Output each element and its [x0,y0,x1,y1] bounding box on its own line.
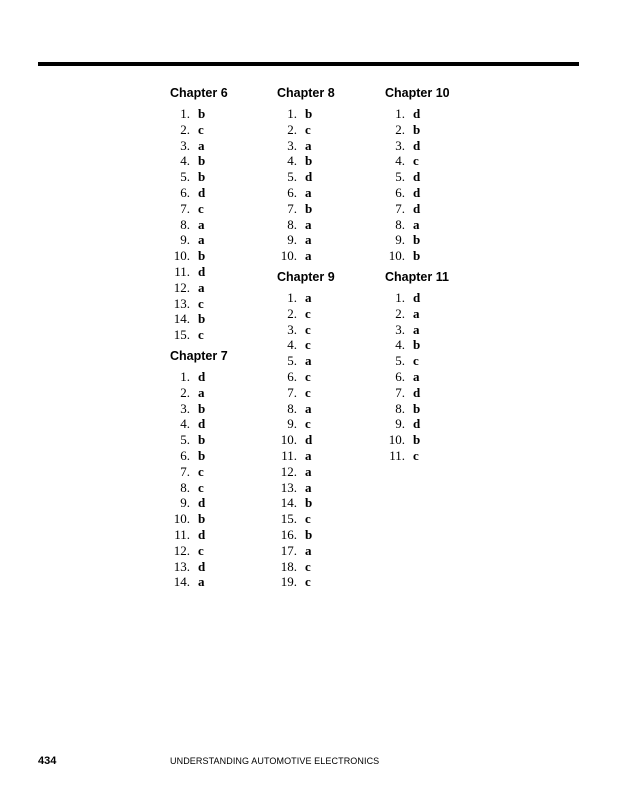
question-number: 8. [287,400,297,416]
answer-item [385,401,485,417]
question-number: 14. [280,495,297,511]
chapter-section [385,268,485,464]
question-number: 1. [395,289,405,305]
answer-item [385,138,485,154]
answer-item [170,480,270,496]
answer-item [385,248,485,264]
question-number: 4. [287,337,297,353]
chapter-heading: Chapter 7 [170,348,228,363]
question-number: 2. [180,384,190,400]
answer-letter: a [305,184,312,200]
question-number: 5. [180,432,190,448]
answer-letter: d [198,263,206,279]
answer-letter: d [198,495,206,511]
answer-list [170,369,270,590]
answer-letter: d [413,200,421,216]
answer-letter: b [198,248,206,264]
answer-letter: a [305,289,312,305]
question-number: 1. [287,106,297,121]
answer-list [170,106,270,343]
answer-item [170,248,270,264]
question-number: 4. [180,153,190,169]
answer-item [385,337,485,353]
question-number: 4. [395,153,405,169]
question-number: 7. [180,200,190,216]
answer-letter: d [198,416,206,432]
page-number: 434 [38,755,57,767]
answer-letter: c [198,542,204,558]
answer-item [385,306,485,322]
answer-item [170,464,270,480]
question-number: 5. [287,353,297,369]
question-number: 13. [280,479,297,495]
answer-letter: a [305,400,312,416]
chapter-heading: Chapter 10 [385,86,450,100]
question-number: 2. [395,305,405,321]
answer-item [277,416,377,432]
question-number: 1. [287,289,297,305]
question-number: 6. [395,368,405,384]
answer-item [170,401,270,417]
question-number: 6. [395,184,405,200]
question-number: 9. [287,232,297,248]
answer-item [277,527,377,543]
answer-letter: c [305,574,311,590]
question-number: 19. [280,574,297,590]
answer-item [277,217,377,233]
answer-letter: b [413,248,421,264]
answer-letter: a [305,447,312,463]
answer-item [170,153,270,169]
answer-item [385,217,485,233]
question-number: 6. [180,184,190,200]
answer-item [277,574,377,590]
answer-letter: c [305,416,311,432]
answer-item [277,322,377,338]
question-number: 2. [180,121,190,137]
answer-item [277,122,377,138]
answer-item [277,185,377,201]
answer-item [170,138,270,154]
answer-item [170,232,270,248]
answer-letter: d [413,289,421,305]
answer-item [277,290,377,306]
question-number: 10. [173,248,190,264]
question-number: 7. [395,200,405,216]
question-number: 4. [180,416,190,432]
question-number: 10. [388,432,405,448]
question-number: 11. [174,526,190,542]
question-number: 15. [280,511,297,527]
answer-letter: b [198,511,206,527]
answer-letter: b [198,106,206,121]
answer-letter: a [305,463,312,479]
question-number: 10. [280,432,297,448]
answer-item [277,232,377,248]
question-number: 14. [173,311,190,327]
answer-list [277,290,377,590]
question-number: 6. [287,368,297,384]
answer-letter: a [305,248,312,264]
answer-letter: b [413,400,421,416]
answer-letter: d [413,137,421,153]
answer-letter: d [198,558,206,574]
answer-item [385,169,485,185]
answer-item [277,511,377,527]
question-number: 3. [287,321,297,337]
answer-letter: c [198,295,204,311]
answer-letter: a [305,232,312,248]
chapter-heading: Chapter 8 [277,86,335,100]
question-number: 8. [395,216,405,232]
answer-letter: d [198,184,206,200]
question-number: 7. [287,200,297,216]
question-number: 13. [173,558,190,574]
answer-letter: a [198,279,205,295]
answer-letter: b [305,526,313,542]
answer-letter: b [198,432,206,448]
answer-item [277,480,377,496]
question-number: 11. [174,263,190,279]
answer-letter: a [305,353,312,369]
answer-letter: b [305,153,313,169]
question-number: 3. [287,137,297,153]
question-number: 5. [395,353,405,369]
question-number: 9. [180,495,190,511]
question-number: 3. [180,137,190,153]
running-footer-title: UNDERSTANDING AUTOMOTIVE ELECTRONICS [170,756,380,766]
question-number: 16. [280,526,297,542]
question-number: 18. [280,558,297,574]
answer-item [170,385,270,401]
question-number: 10. [388,248,405,264]
chapter-heading: Chapter 9 [277,269,335,284]
answer-item [277,432,377,448]
answer-letter: b [413,121,421,137]
question-number: 8. [180,216,190,232]
chapter-section [170,347,270,590]
answer-letter: a [305,216,312,232]
answer-letter: b [305,106,313,121]
answer-letter: d [413,106,421,121]
answer-item [385,290,485,306]
question-number: 3. [395,137,405,153]
question-number: 8. [287,216,297,232]
answer-letter: a [305,542,312,558]
answer-item [385,153,485,169]
answer-letter: a [198,137,205,153]
answer-letter: b [198,447,206,463]
question-number: 9. [395,416,405,432]
answer-letter: c [198,200,204,216]
answer-letter: d [413,169,421,185]
chapter-heading: Chapter 11 [385,269,449,284]
question-number: 13. [173,295,190,311]
answer-list [385,106,485,264]
answer-letter: c [198,327,204,343]
question-number: 12. [173,542,190,558]
answer-item [170,280,270,296]
answer-letter: a [305,137,312,153]
answer-item [385,185,485,201]
answer-letter: b [413,232,421,248]
answer-item [385,369,485,385]
question-number: 8. [395,400,405,416]
answer-item [170,106,270,122]
answer-letter: c [305,558,311,574]
answer-letter: c [198,121,204,137]
answer-item [170,296,270,312]
answer-item [385,201,485,217]
answer-letter: a [413,216,420,232]
answer-item [385,416,485,432]
question-number: 12. [280,463,297,479]
answer-item [170,311,270,327]
answer-item [385,122,485,138]
answer-letter: d [413,384,421,400]
answer-letter: a [198,384,205,400]
answer-item [277,369,377,385]
question-number: 10. [280,248,297,264]
chapter-section [385,84,485,264]
question-number: 2. [287,305,297,321]
answer-letter: c [305,305,311,321]
answer-column-2 [277,84,377,590]
answer-letter: c [198,463,204,479]
question-number: 3. [180,400,190,416]
answer-item [277,248,377,264]
answer-item [170,559,270,575]
question-number: 7. [395,384,405,400]
answer-letter: c [305,337,311,353]
answer-letter: c [305,384,311,400]
answer-item [385,353,485,369]
question-number: 2. [395,121,405,137]
question-number: 7. [180,463,190,479]
answer-item [170,169,270,185]
answer-item [277,559,377,575]
answer-item [277,153,377,169]
answer-item [170,495,270,511]
answer-letter: c [305,121,311,137]
answer-item [385,432,485,448]
answer-column-3 [385,84,485,464]
answer-column-1 [170,84,270,590]
question-number: 8. [180,479,190,495]
question-number: 5. [180,169,190,185]
answer-letter: d [305,432,313,448]
answer-letter: c [413,353,419,369]
answer-letter: b [198,153,206,169]
answer-list [385,290,485,464]
answer-item [277,401,377,417]
question-number: 3. [395,321,405,337]
answer-item [277,306,377,322]
answer-item [170,122,270,138]
answer-letter: a [413,321,420,337]
answer-item [170,416,270,432]
chapter-section [277,84,377,264]
answer-item [170,185,270,201]
answer-item [170,574,270,590]
question-number: 1. [395,106,405,121]
answer-letter: a [198,574,205,590]
answer-item [170,327,270,343]
answer-item [170,448,270,464]
answer-item [277,464,377,480]
question-number: 4. [395,337,405,353]
answer-item [170,201,270,217]
answer-item [385,232,485,248]
question-number: 12. [173,279,190,295]
question-number: 10. [173,511,190,527]
answer-letter: a [198,216,205,232]
answer-letter: d [305,169,313,185]
answer-letter: d [413,184,421,200]
answer-item [385,106,485,122]
question-number: 5. [287,169,297,185]
question-number: 15. [173,327,190,343]
question-number: 9. [287,416,297,432]
answer-letter: c [413,447,419,463]
question-number: 6. [180,447,190,463]
question-number: 7. [287,384,297,400]
answer-item [277,385,377,401]
answer-item [277,138,377,154]
answer-item [277,448,377,464]
question-number: 9. [180,232,190,248]
answer-letter: d [413,416,421,432]
answer-letter: b [305,200,313,216]
answer-letter: a [413,368,420,384]
answer-list [277,106,377,264]
answer-letter: a [305,479,312,495]
answer-letter: a [198,232,205,248]
answer-letter: c [198,479,204,495]
answer-item [277,495,377,511]
answer-item [385,448,485,464]
question-number: 1. [180,106,190,121]
question-number: 1. [180,368,190,384]
answer-item [170,511,270,527]
question-number: 2. [287,121,297,137]
question-number: 4. [287,153,297,169]
question-number: 11. [389,447,405,463]
question-number: 9. [395,232,405,248]
answer-item [277,337,377,353]
question-number: 11. [281,447,297,463]
answer-letter: b [413,432,421,448]
answer-letter: b [413,337,421,353]
chapter-section [170,84,270,343]
answer-letter: c [305,321,311,337]
answer-letter: c [305,511,311,527]
answer-letter: d [198,368,206,384]
answer-letter: d [198,526,206,542]
answer-letter: b [198,169,206,185]
answer-letter: b [305,495,313,511]
answer-item [277,106,377,122]
answer-letter: a [413,305,420,321]
answer-item [170,527,270,543]
header-rule [38,62,579,66]
answer-letter: b [198,400,206,416]
question-number: 14. [173,574,190,590]
chapter-section [277,268,377,590]
answer-item [277,201,377,217]
answer-letter: c [413,153,419,169]
answer-item [385,385,485,401]
answer-letter: b [198,311,206,327]
answer-letter: c [305,368,311,384]
answer-item [277,169,377,185]
question-number: 17. [280,542,297,558]
question-number: 6. [287,184,297,200]
answer-item [170,217,270,233]
chapter-heading: Chapter 6 [170,86,228,100]
answer-item [170,264,270,280]
answer-item [385,322,485,338]
answer-item [170,432,270,448]
question-number: 5. [395,169,405,185]
answer-item [170,543,270,559]
answer-item [277,543,377,559]
answer-item [170,369,270,385]
answer-item [277,353,377,369]
